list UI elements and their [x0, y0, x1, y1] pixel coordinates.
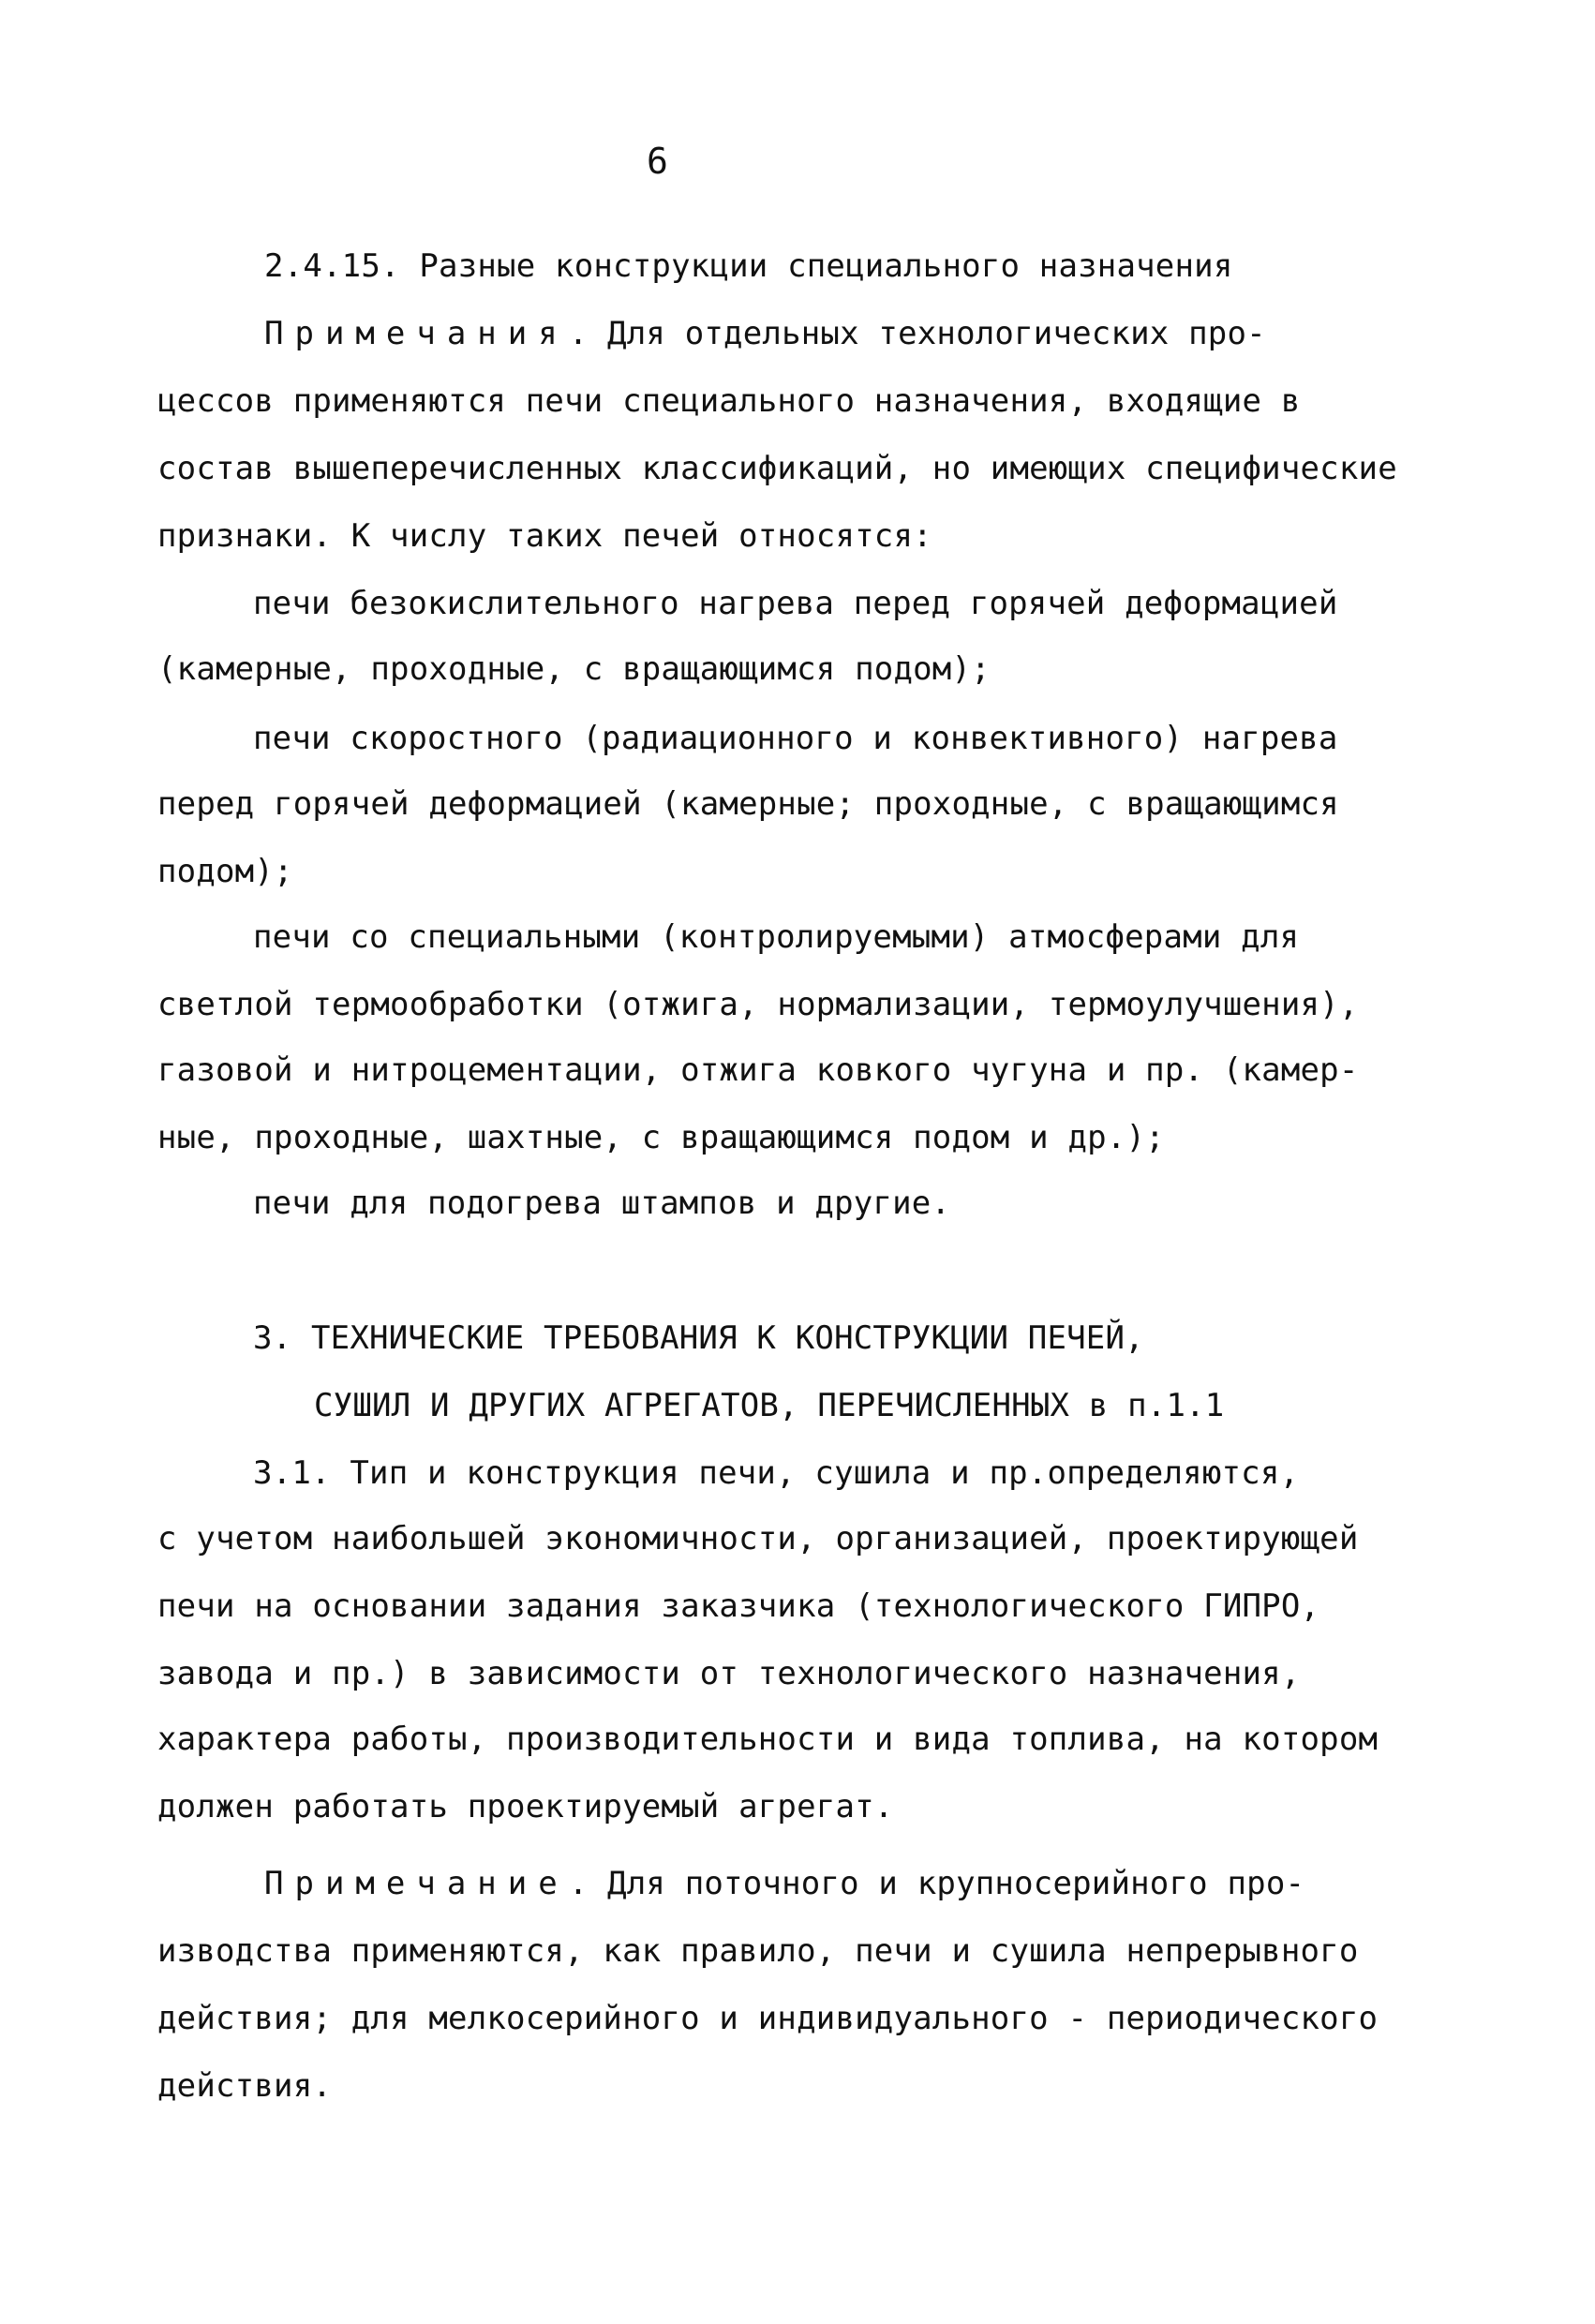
note-3-line: действия. [157, 2067, 333, 2105]
section-heading-2-4-15: 2.4.15. Разные конструкции специального назначения [264, 247, 1233, 285]
list-item-line: подом); [157, 853, 293, 890]
clause-3-1-line: с учетом наибольшей экономичности, организацией, проектирующей [157, 1520, 1359, 1557]
section-3-heading-line-2: СУШИЛ И ДРУГИХ АГРЕГАТОВ, ПЕРЕЧИСЛЕННЫХ в п.1.1 [314, 1387, 1225, 1424]
note-3-line-first [264, 1863, 1304, 1904]
paragraph-line: признаки. К числу таких печей относятся: [157, 517, 932, 555]
note-line-rest: . Для отдельных технологических про- [568, 315, 1266, 352]
note-word: Примечания [264, 315, 569, 352]
clause-3-1-line: завода и пр.) в зависимости от технологического назначения, [157, 1655, 1301, 1692]
list-item-line: светлой термообработки (отжига, нормализации, термоулучшения), [157, 986, 1359, 1023]
clause-3-1-line: должен работать проектируемый агрегат. [157, 1788, 894, 1825]
list-item-line: печи со специальными (контролируемыми) атмосферами для [253, 918, 1300, 956]
list-item-line: печи безокислительного нагрева перед горячей деформацией [253, 585, 1338, 622]
note-3-line: изводства применяются, как правило, печи и сушила непрерывного [157, 1932, 1359, 1970]
list-item-line: печи скоростного (радиационного и конвективного) нагрева [253, 720, 1338, 757]
list-item-line: ные, проходные, шахтные, с вращающимся подом и др.); [157, 1119, 1165, 1156]
clause-3-1-line: печи на основании задания заказчика (технологического ГИПРО, [157, 1587, 1320, 1625]
note-3-line: действия; для мелкосерийного и индивидуального - периодического [157, 2000, 1379, 2037]
list-item-line: печи для подогрева штампов и другие. [253, 1184, 951, 1222]
list-item-line: (камерные, проходные, с вращающимся подом); [157, 650, 991, 688]
list-item-line: перед горячей деформацией (камерные; проходные, с вращающимся [157, 785, 1339, 823]
note-3-line-rest: . Для поточного и крупносерийного про- [568, 1865, 1305, 1902]
page-number: 6 [647, 141, 668, 182]
note-line-first [264, 313, 1266, 354]
note-3-word: Примечание [264, 1865, 569, 1902]
clause-3-1-line: 3.1. Тип и конструкция печи, сушила и пр.определяются, [253, 1454, 1300, 1492]
section-3-heading-line-1: 3. ТЕХНИЧЕСКИЕ ТРЕБОВАНИЯ К КОНСТРУКЦИИ ПЕЧЕЙ, [253, 1319, 1144, 1357]
paragraph-line: состав вышеперечисленных классификаций, но имеющих специфические [157, 450, 1397, 487]
paragraph-line: цессов применяются печи специального назначения, входящие в [157, 382, 1301, 420]
list-item-line: газовой и нитроцементации, отжига ковкого чугуна и пр. (камер- [157, 1051, 1359, 1089]
clause-3-1-line: характера работы, производительности и вида топлива, на котором [157, 1721, 1379, 1758]
